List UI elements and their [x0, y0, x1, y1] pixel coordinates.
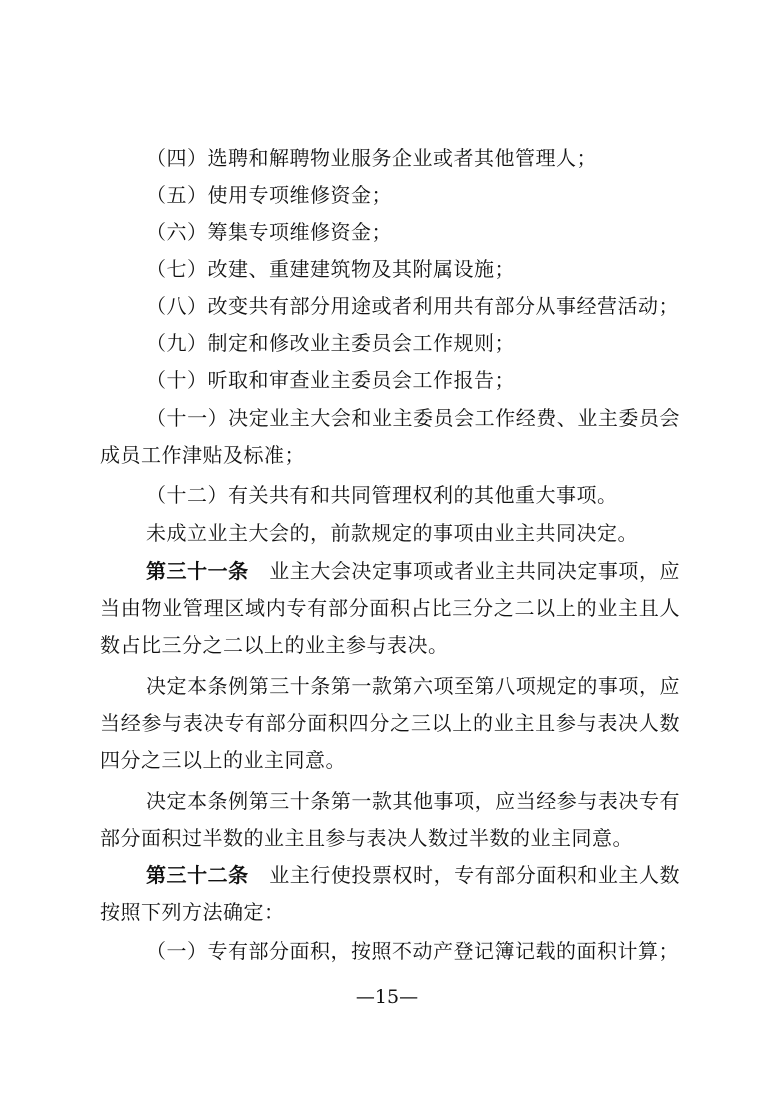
article-31-heading: 第三十一条 [146, 559, 249, 583]
clause-area-method: （一）专有部分面积，按照不动产登记簿记载的面积计算； [146, 939, 679, 963]
clause-8: （八）改变共有部分用途或者利用共有部分从事经营活动； [146, 294, 679, 318]
article-32-body: 业主行使投票权时，专有部分面积和业主人数按照下列方法确定： [100, 863, 681, 924]
clause-10: （十）听取和审查业主委员会工作报告； [146, 368, 515, 392]
clause-11: （十一）决定业主大会和业主委员会工作经费、业主委员会成员工作津贴及标准； [100, 406, 680, 467]
paragraph-other-items: 决定本条例第三十条第一款其他事项，应当经参与表决专有部分面积过半数的业主且参与表决人数过半数的业主同意。 [100, 789, 680, 850]
article-31 [100, 553, 680, 664]
article-32 [100, 857, 680, 931]
article-heading-gap [249, 863, 270, 887]
clause-4: （四）选聘和解聘物业服务企业或者其他管理人； [146, 146, 597, 170]
paragraph-no-assembly: 未成立业主大会的，前款规定的事项由业主共同决定。 [146, 521, 638, 545]
article-32-heading: 第三十二条 [146, 863, 249, 887]
clause-9: （九）制定和修改业主委员会工作规则； [146, 331, 515, 355]
article-31-body: 业主大会决定事项或者业主共同决定事项，应当由物业管理区域内专有部分面积占比三分之二以上的业主且人数占比三分之二以上的业主参与表决。 [100, 559, 681, 657]
clause-6: （六）筹集专项维修资金； [146, 220, 392, 244]
page-number: —15— [355, 986, 419, 1008]
clause-12: （十二）有关共有和共同管理权利的其他重大事项。 [146, 483, 618, 507]
clause-5: （五）使用专项维修资金； [146, 183, 392, 207]
paragraph-items-6-to-8: 决定本条例第三十条第一款第六项至第八项规定的事项，应当经参与表决专有部分面积四分之三以上的业主且参与表决人数四分之三以上的业主同意。 [100, 674, 680, 772]
clause-7: （七）改建、重建建筑物及其附属设施； [146, 257, 515, 281]
article-heading-gap [249, 559, 270, 583]
